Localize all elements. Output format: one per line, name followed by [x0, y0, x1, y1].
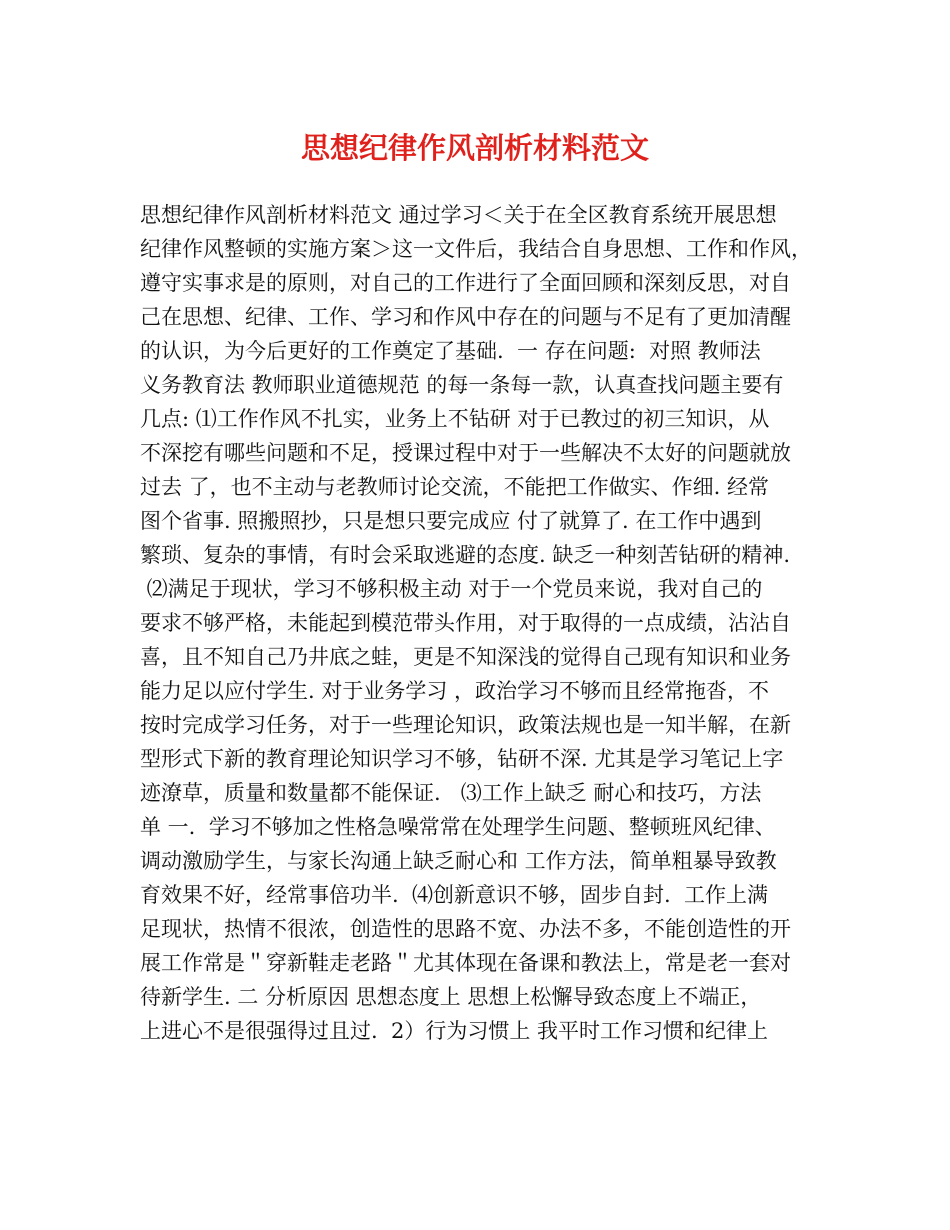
document-title: 思想纪律作风剖析材料范文 [300, 131, 649, 165]
body-line: 上进心不是很强得过且过. 2）行为习惯上 我平时工作习惯和纪律上 [140, 1019, 769, 1043]
body-line: 图个省事. 照搬照抄，只是想只要完成应 付了就算了. 在工作中遇到 [140, 509, 762, 533]
body-line: ⑵满足于现状，学习不够积极主动 对于一个党员来说，我对自己的 [140, 577, 763, 601]
body-line: 待新学生. 二 分析原因 思想态度上 思想上松懈导致态度上不端正， [140, 985, 762, 1009]
body-line: 足现状，热情不很浓，创造性的思路不宽、办法不多，不能创造性的开 [140, 917, 791, 941]
body-line: 要求不够严格，未能起到模范带头作用，对于取得的一点成绩，沾沾自 [140, 611, 791, 635]
body-line: 义务教育法 教师职业道德规范 的每一条每一款，认真查找问题主要有 [140, 373, 784, 397]
body-line: 育效果不好，经常事倍功半. ⑷创新意识不够，固步自封. 工作上满 [140, 883, 769, 907]
body-line: 纪律作风整顿的实施方案＞这一文件后，我结合自身思想、工作和作风， [140, 237, 812, 261]
body-line: 迹潦草，质量和数量都不能保证. ⑶工作上缺乏 耐心和技巧，方法 [140, 781, 762, 805]
body-line: 己在思想、纪律、工作、学习和作风中存在的问题与不足有了更加清醒 [140, 305, 791, 329]
body-line: 遵守实事求是的原则，对自己的工作进行了全面回顾和深刻反思，对自 [140, 271, 791, 295]
body-line: 过去 了，也不主动与老教师讨论交流，不能把工作做实、作细. 经常 [140, 475, 770, 499]
body-line: 能力足以应付学生. 对于业务学习 ，政治学习不够而且经常拖沓，不 [140, 679, 770, 703]
body-line: 调动激励学生，与家长沟通上缺乏耐心和 工作方法，简单粗暴导致教 [140, 849, 777, 873]
body-line: 思想纪律作风剖析材料范文 通过学习＜关于在全区教育系统开展思想 [140, 203, 777, 227]
document-body [140, 198, 820, 1048]
body-line: 单 一. 学习不够加之性格急噪常常在处理学生问题、整顿班风纪律、 [140, 815, 776, 839]
body-line: 展工作常是＂穿新鞋走老路＂尤其体现在备课和教法上，常是老一套对 [140, 951, 791, 975]
body-line: 几点: ⑴工作作风不扎实，业务上不钻研 对于已教过的初三知识，从 [140, 407, 770, 431]
body-line: 繁琐、复杂的事情，有时会采取逃避的态度. 缺乏一种刻苦钻研的精神. [140, 543, 791, 567]
body-line: 不深挖有哪些问题和不足，授课过程中对于一些解决不太好的问题就放 [140, 441, 791, 465]
body-line: 的认识，为今后更好的工作奠定了基础. 一 存在问题: 对照 教师法 [140, 339, 761, 363]
body-line: 按时完成学习任务，对于一些理论知识，政策法规也是一知半解，在新 [140, 713, 791, 737]
body-line: 喜，且不知自己乃井底之蛙，更是不知深浅的觉得自己现有知识和业务 [140, 645, 791, 669]
body-line: 型形式下新的教育理论知识学习不够，钻研不深. 尤其是学习笔记上字 [140, 747, 784, 771]
